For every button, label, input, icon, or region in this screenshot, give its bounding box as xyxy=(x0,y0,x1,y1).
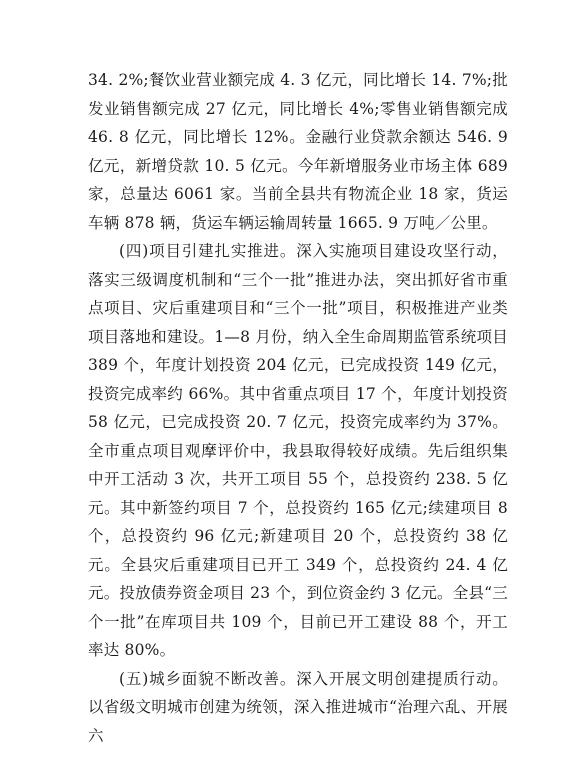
paragraph-project-construction: (四)项目引建扎实推进。深入实施项目建设攻坚行动，落实三级调度机制和“三个一批”推进办法，突出抓好省市重点项目、灾后重建项目和“三个一批”项目，积极推进产业类项目落地和建设。1—8 月份，纳入全生命周期监管系统项目 389 个，年度计划投资 204 亿元，已完成投资 149 亿元，投资完成率约 66%。其中省重点项目 17 个，年度计划投资 58 亿元，已完成投资 20. 7 亿元，投资完成率约为 37%。全市重点项目观摩评价中，我县取得较好成绩。先后组织集中开工活动 3 次，共开工项目 55 个，总投资约 238. 5 亿元。其中新签约项目 7 个，总投资约 165 亿元;续建项目 8 个，总投资约 96 亿元;新建项目 20 个，总投资约 38 亿元。全县灾后重建项目已开工 349 个，总投资约 24. 4 亿元。投放债券资金项目 23 个，到位资金约 3 亿元。全县“三个一批”在库项目共 109 个，目前已开工建设 88 个，开工率达 80%。 xyxy=(88,242,508,659)
document-body xyxy=(88,66,508,750)
paragraph-urban-rural-improvement: (五)城乡面貌不断改善。深入开展文明创建提质行动。以省级文明城市创建为统领，深入推进城市“治理六乱、开展六 xyxy=(88,669,508,745)
paragraph-trade-finance-logistics: 34. 2%;餐饮业营业额完成 4. 3 亿元，同比增长 14. 7%;批发业销售额完成 27 亿元，同比增长 4%;零售业销售额完成 46. 8 亿元，同比增长 12%。金融行业贷款余额达 546. 9 亿元，新增贷款 10. 5 亿元。今年新增服务业市场主体 689 家，总量达 6061 家。当前全县共有物流企业 18 家，货运车辆 878 辆，货运车辆运输周转量 1665. 9 万吨／公里。 xyxy=(88,71,508,232)
